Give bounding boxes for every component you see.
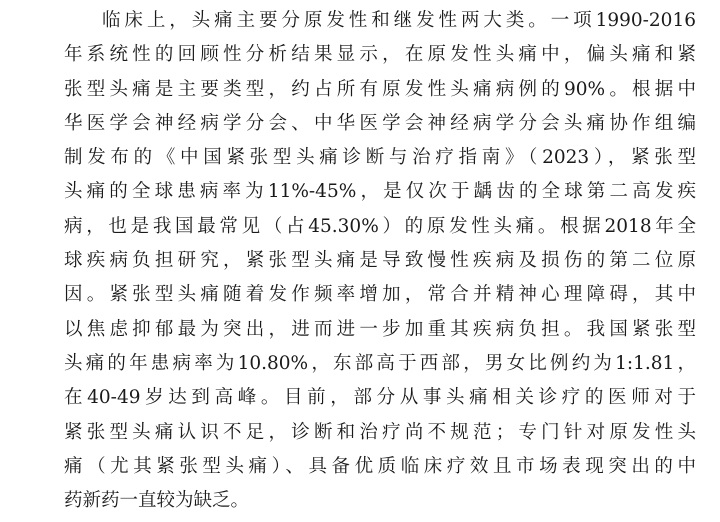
body-paragraph — [64, 4, 696, 518]
paragraph-line: 头痛的年患病率为10.80%，东部高于西部，男女比例约为1:1.81， — [64, 352, 696, 374]
paragraph-line: 球疾病负担研究，紧张型头痛是导致慢性疾病及损伤的第二位原 — [64, 250, 696, 272]
paragraph-line: 药新药一直较为缺乏。 — [64, 490, 250, 512]
paragraph-line: 张型头痛是主要类型，约占所有原发性头痛病例的90%。根据中 — [64, 78, 696, 100]
paragraph-line: 制发布的《中国紧张型头痛诊断与治疗指南》（2023），紧张型 — [64, 147, 696, 169]
paragraph-line: 头痛的全球患病率为11%-45%，是仅次于龋齿的全球第二高发疾 — [64, 181, 696, 203]
paragraph-line: 紧张型头痛认识不足，诊断和治疗尚不规范；专门针对原发性头 — [64, 421, 696, 443]
paragraph-line: 在40-49岁达到高峰。目前，部分从事头痛相关诊疗的医师对于 — [64, 387, 696, 409]
paragraph-line: 因。紧张型头痛随着发作频率增加，常合并精神心理障碍，其中 — [64, 284, 696, 306]
paragraph-line: 临床上，头痛主要分原发性和继发性两大类。一项1990-2016 — [102, 10, 696, 31]
paragraph-line: 以焦虑抑郁最为突出，进而进一步加重其疾病负担。我国紧张型 — [64, 318, 696, 340]
paragraph-line: 病，也是我国最常见（占45.30%）的原发性头痛。根据2018年全 — [64, 215, 696, 237]
paragraph-line: 华医学会神经病学分会、中华医学会神经病学分会头痛协作组编 — [64, 112, 696, 134]
paragraph-line: 痛（尤其紧张型头痛）、具备优质临床疗效且市场表现突出的中 — [64, 455, 696, 477]
paragraph-line: 年系统性的回顾性分析结果显示，在原发性头痛中，偏头痛和紧 — [64, 44, 696, 66]
